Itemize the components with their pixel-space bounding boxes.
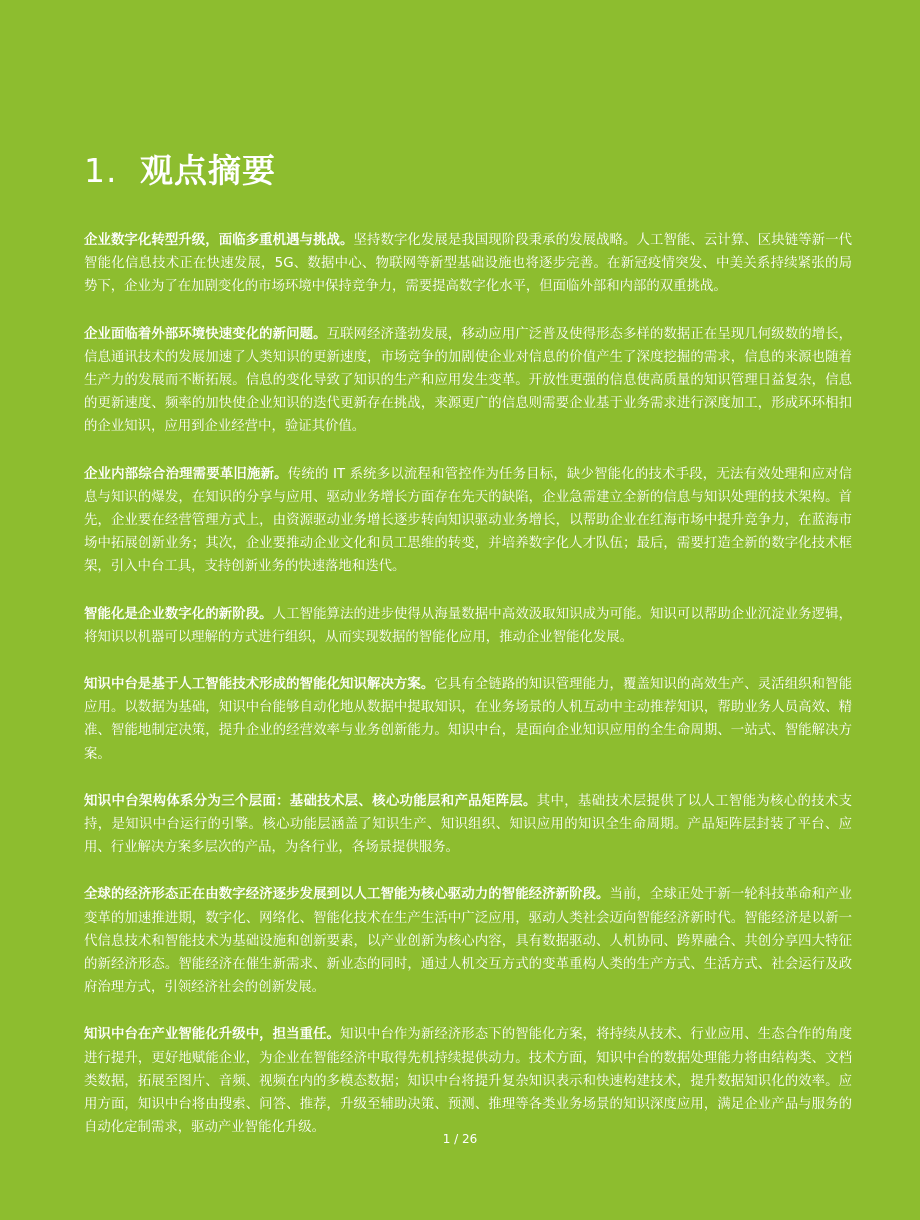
section-heading bbox=[84, 148, 276, 194]
paragraph bbox=[84, 603, 852, 649]
paragraph-text: 人工智能算法的进步使得从海量数据中高效汲取知识成为可能。知识可以帮助企业沉淀业务逻辑，将知识以机器可以理解的方式进行组织，从而实现数据的智能化应用，推动企业智能化发展。 bbox=[84, 606, 853, 645]
paragraph-lead: 企业内部综合治理需要革旧施新。 bbox=[84, 466, 288, 482]
section-number: 1. bbox=[84, 151, 118, 190]
paragraph-text: 当前，全球正处于新一轮科技革命和产业变革的加速推进期，数字化、网络化、智能化技术在生产生活中广泛应用，驱动人类社会迈向智能经济新时代。智能经济是以新一代信息技术和智能技术为基础设施和创新要素，以产业创新为核心内容，具有数据驱动、人机协同、跨界融合、共创分享四大特征的新经济形态。智能经济在催生新需求、新业态的同时，通过人机交互方式的变革重构人类的生产方式、生活方式、社会运行及政府治理方式，引领经济社会的创新发展。 bbox=[84, 887, 852, 996]
paragraph-lead: 智能化是企业数字化的新阶段。 bbox=[84, 606, 273, 622]
paragraph bbox=[84, 463, 852, 579]
paragraph bbox=[84, 229, 852, 299]
paragraph-text: 知识中台作为新经济形态下的智能化方案，将持续从技术、行业应用、生态合作的角度进行提升，更好地赋能企业，为企业在智能经济中取得先机持续提供动力。技术方面，知识中台的数据处理能力将由结构类、文档类数据，拓展至图片、音频、视频在内的多模态数据；知识中台将提升复杂知识表示和快速构建技术，提升数据知识化的效率。应用方面，知识中台将由搜索、问答、推荐，升级至辅助决策、预测、推理等各类业务场景的知识深度应用，满足企业产品与服务的自动化定制需求，驱动产业智能化升级。 bbox=[84, 1027, 853, 1136]
paragraph bbox=[84, 323, 852, 439]
paragraph-text: 其中，基础技术层提供了以人工智能为核心的技术支持，是知识中台运行的引擎。核心功能层涵盖了知识生产、知识组织、知识应用的知识全生命周期。产品矩阵层封装了平台、应用、行业解决方案多层次的产品，为各行业，各场景提供服务。 bbox=[84, 793, 852, 856]
paragraph-lead: 企业面临着外部环境快速变化的新问题。 bbox=[84, 326, 327, 342]
paragraph bbox=[84, 1023, 852, 1139]
paragraph-text: 它具有全链路的知识管理能力，覆盖知识的高效生产、灵活组织和智能应用。以数据为基础，知识中台能够自动化地从数据中提取知识，在业务场景的人机互动中主动推荐知识，帮助业务人员高效、精准、智能地制定决策，提升企业的经营效率与业务创新能力。知识中台，是面向企业知识应用的全生命周期、一站式、智能解决方案。 bbox=[84, 677, 853, 762]
paragraph-lead: 知识中台是基于人工智能技术形成的智能化知识解决方案。 bbox=[84, 677, 435, 693]
paragraph bbox=[84, 673, 852, 766]
summary-body bbox=[84, 229, 852, 1164]
paragraph-text: 互联网经济蓬勃发展，移动应用广泛普及使得形态多样的数据正在呈现几何级数的增长，信息通讯技术的发展加速了人类知识的更新速度，市场竞争的加剧使企业对信息的价值产生了深度挖掘的需求，信息的来源也随着生产力的发展而不断拓展。信息的变化导致了知识的生产和应用发生变革。开放性更强的信息使高质量的知识管理日益复杂，信息的更新速度、频率的加快使企业知识的迭代更新存在挑战，来源更广的信息则需要企业基于业务需求进行深度加工，形成环环相扣的企业知识，应用到企业经营中，验证其价值。 bbox=[84, 326, 853, 435]
paragraph-lead: 企业数字化转型升级，面临多重机遇与挑战。 bbox=[84, 233, 354, 248]
paragraph-lead: 知识中台架构体系分为三个层面：基础技术层、核心功能层和产品矩阵层。 bbox=[84, 793, 537, 809]
paragraph bbox=[84, 790, 852, 860]
paragraph-lead: 知识中台在产业智能化升级中，担当重任。 bbox=[84, 1027, 341, 1043]
paragraph-lead: 全球的经济形态正在由数字经济逐步发展到以人工智能为核心驱动力的智能经济新阶段。 bbox=[84, 887, 610, 903]
page-number: 1 / 26 bbox=[442, 1132, 478, 1146]
paragraph bbox=[84, 883, 852, 999]
paragraph-text: 坚持数字化发展是我国现阶段秉承的发展战略。人工智能、云计算、区块链等新一代智能化信息技术正在快速发展，5G、数据中心、物联网等新型基础设施也将逐步完善。在新冠疫情突发、中美关系持续紧张的局势下，企业为了在加剧变化的市场环境中保持竞争力，需要提高数字化水平，但面临外部和内部的双重挑战。 bbox=[84, 233, 853, 295]
paragraph-text: 传统的 IT 系统多以流程和管控作为任务目标，缺少智能化的技术手段，无法有效处理和应对信息与知识的爆发，在知识的分享与应用、驱动业务增长方面存在先天的缺陷，企业急需建立全新的信息与知识处理的技术架构。首先，企业要在经营管理方式上，由资源驱动业务增长逐步转向知识驱动业务增长，以帮助企业在红海市场中提升竞争力，在蓝海市场中拓展创新业务；其次，企业要推动企业文化和员工思维的转变，并培养数字化人才队伍；最后，需要打造全新的数字化技术框架，引入中台工具，支持创新业务的快速落地和迭代。 bbox=[84, 466, 853, 575]
section-title: 观点摘要 bbox=[140, 151, 276, 190]
